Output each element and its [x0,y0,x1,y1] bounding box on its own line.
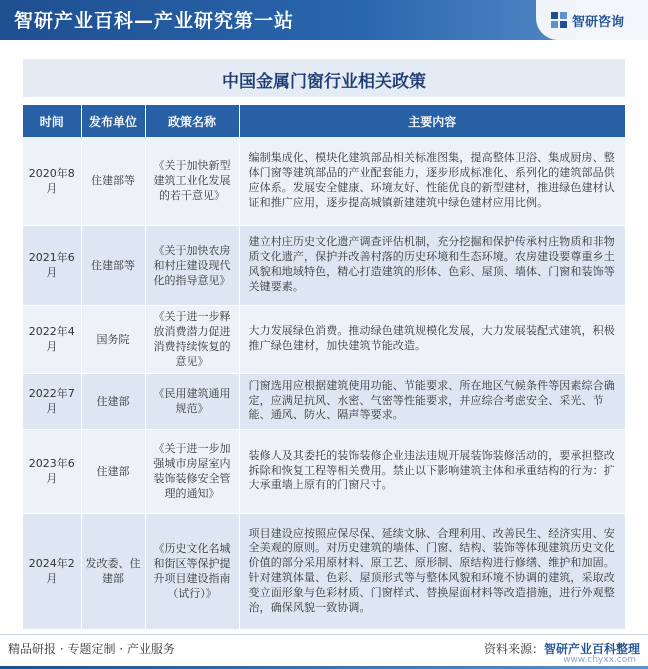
column-header-content: 主要内容 [239,105,625,137]
cell-publisher: 住建部等 [81,137,145,225]
cell-time: 2022年7月 [23,373,81,429]
top-header [0,0,648,40]
footer-services: 精品研报 · 专题定制 · 产业服务 [8,642,175,656]
table-row [23,225,625,305]
policy-table [23,105,625,630]
footer-divider [0,634,648,635]
cell-policy: 《历史文化名城和街区等保护提升项目建设指南（试行）》 [145,513,239,629]
table-row [23,305,625,373]
page-title: 中国金属门窗行业相关政策 [222,72,426,92]
cell-publisher: 住建部 [81,373,145,429]
column-header-publisher: 发布单位 [81,105,145,137]
cell-content: 大力发展绿色消费。推动绿色建筑规模化发展，大力发展装配式建筑，积极推广绿色建材，加快建筑节能改造。 [239,305,625,373]
cell-policy: 《关于进一步加强城市房屋室内装饰装修安全管理的通知》 [145,429,239,513]
cell-policy: 《民用建筑通用规范》 [145,373,239,429]
brand-logo-icon [550,11,568,29]
cell-time: 2023年6月 [23,429,81,513]
cell-publisher: 住建部 [81,429,145,513]
cell-publisher: 发改委、住建部 [81,513,145,629]
brand-logo-area[interactable] [536,0,648,40]
cell-policy: 《关于加快农房和村庄建设现代化的指导意见》 [145,225,239,305]
cell-time: 2020年8月 [23,137,81,225]
cell-content: 编制集成化、模块化建筑部品相关标准图集，提高整体卫浴、集成厨房、整体门窗等建筑部品的产业配套能力，逐步形成标准化、系列化的建筑部品供应体系。发展安全健康、环境友好、性能优良的新型建材，推进绿色建材认证和推广应用，逐步提高城镇新建建筑中绿色建材应用比例。 [239,137,625,225]
cell-time: 2021年6月 [23,225,81,305]
cell-time: 2024年2月 [23,513,81,629]
brand-name: 智研咨询 [572,15,625,30]
cell-content: 装修人及其委托的装饰装修企业违法违规开展装饰装修活动的，要承担整改拆除和恢复工程等相关费用。禁止以下影响建筑主体和承重结构的行为：扩大承重墙上原有的门窗尺寸。 [239,429,625,513]
source-label: 资料来源： [483,642,544,656]
footer-url[interactable]: www.chyxx.com [563,655,636,665]
cell-publisher: 国务院 [81,305,145,373]
source-name: 智研产业百科整理 [543,642,640,656]
table-row [23,429,625,513]
cell-content: 项目建设应按照应保尽保、延续文脉、合理利用、改善民生、经济实用、安全美观的原则。对历史建筑的墙体、门窗、结构、装饰等体现建筑历史文化价值的部分采用原材料、原工艺、原形制、原结构进行修缮、维护和加固。针对建筑体量、色彩、屋顶形式等与整体风貌和环境不协调的建筑，采取改变立面形象与色彩材质、门窗样式、替换屋面材料等改造措施，进行外观整治，确保风貌一致协调。 [239,513,625,629]
cell-content: 建立村庄历史文化遗产调查评估机制，充分挖掘和保护传承村庄物质和非物质文化遗产，保护并改善村落的历史环境和生态环境。农房建设要尊重乡土风貌和地域特色，精心打造建筑的形体、色彩、屋顶、墙体、门窗和装饰等关键要素。 [239,225,625,305]
cell-time: 2022年4月 [23,305,81,373]
cell-content: 门窗选用应根据建筑使用功能、节能要求、所在地区气候条件等因素综合确定，应满足抗风、水密、气密等性能要求，并应综合考虑安全、采光、节能、通风、防火、隔声等要求。 [239,373,625,429]
table-header-row [23,105,625,137]
cell-policy: 《关于进一步释放消费潜力促进消费持续恢复的意见》 [145,305,239,373]
cell-policy: 《关于加快新型建筑工业化发展的若干意见》 [145,137,239,225]
table-row [23,513,625,629]
header-title: 智研产业百科—产业研究第一站 [14,10,295,32]
table-row [23,373,625,429]
column-header-time: 时间 [23,105,81,137]
title-band [23,59,625,97]
footer [0,634,648,669]
cell-publisher: 住建部等 [81,225,145,305]
column-header-policy: 政策名称 [145,105,239,137]
table-row [23,137,625,225]
